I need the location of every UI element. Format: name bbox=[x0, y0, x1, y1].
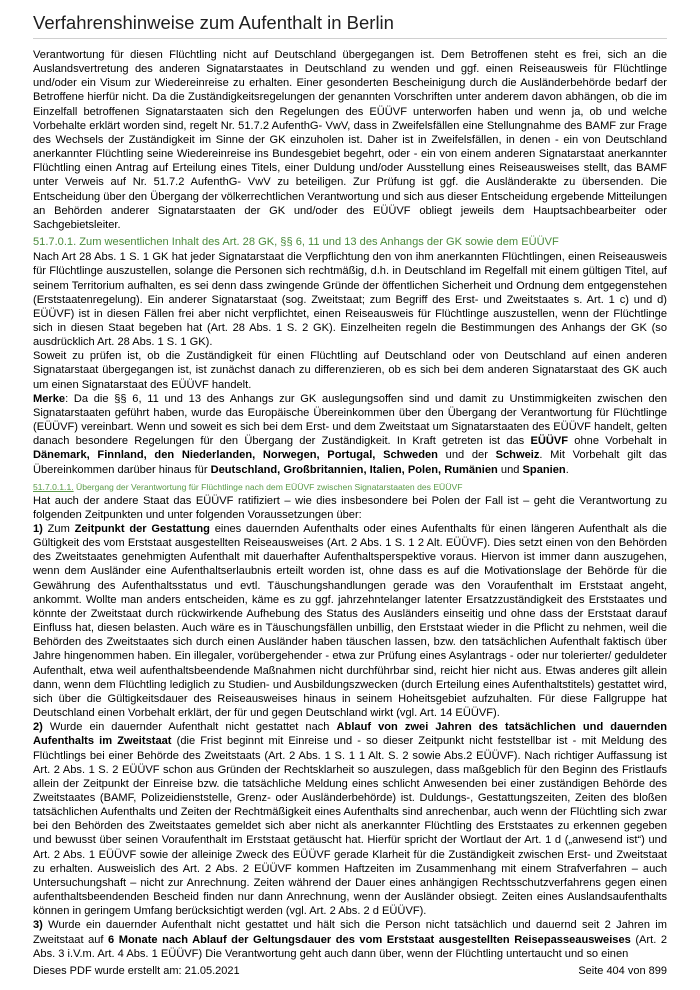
paragraph-merke: Merke: Da die §§ 6, 11 und 13 des Anhangs zur GK auslegungsoffen sind und damit zu Unstimmigkeiten zwischen den Signatarstaaten geführt haben, wurde das Europäische Übereinkommen über den Übergang der Verantwortung für Flüchtlinge (EÜÜVF) vereinbart. Wenn und soweit es sich bei dem Erst- und dem Zweitstaat um Signatarstaaten des EÜÜVF handelt, gelten danach besondere Regelungen für den Übergang der Zuständigkeit. In Kraft getreten ist das EÜÜVF ohne Vorbehalt in Dänemark, Finnland, den Niederlanden, Norwegen, Portugal, Schweden und der Schweiz. Mit Vorbehalt gilt das Übereinkommen darüber hinaus für Deutschland, Großbritannien, Italien, Polen, Rumänien und Spanien. bbox=[33, 392, 667, 476]
paragraph-pruefung: Soweit zu prüfen ist, ob die Zuständigkeit für einen Flüchtling auf Deutschland oder von Deutschland auf einen anderen Signatarstaat übergegangen ist, ist zunächst danach zu differenzieren, ob es sich bei dem anderen Signatarstaat des GK auch um einen Signatarstaat des EÜÜVF handelt. bbox=[33, 350, 667, 391]
footer-page-number: Seite 404 von 899 bbox=[578, 965, 667, 977]
footer-created-date: Dieses PDF wurde erstellt am: 21.05.2021 bbox=[33, 965, 240, 977]
section-number-link[interactable]: 51.7.0.1.1. bbox=[33, 481, 74, 492]
page-title: Verfahrenshinweise zum Aufenthalt in Berlin bbox=[33, 0, 667, 39]
document-body bbox=[33, 48, 667, 961]
list-item-2: 2) Wurde ein dauernder Aufenthalt nicht gestattet nach Ablauf von zwei Jahren des tatsächlichen und dauernden Aufenthalts im Zweitstaat (die Frist beginnt mit Einreise und - so dieser Zeitpunkt nicht feststellbar ist - mit Meldung des Flüchtlings bei einer Behörde des Zweitstaats (Art. 2 Abs. 1 S. 1 1 Alt. S. 2 sowie Abs.2 EÜÜVF). Nach richtiger Auffassung ist Art. 2 Abs. 1 S. 2 EÜÜVF schon aus Gründen der Rechtsklarheit so auszulegen, dass maßgeblich für den Beginn des Fristlaufs allein der Zeitpunkt der Einreise bzw. die tatsächliche Meldung eines schlicht Anwesenden bei einer zuständigen Behörde des Zweitstaates (BAMF, Polizeidienststelle, Grenz- oder Ausländerbehörde) ist. Duldungs-, Gestattungszeiten, Zeiten des bloßen tatsächlichen Aufenthalts und Zeiten der Rechtmäßigkeit eines Aufenthalts sind anrechenbar, auch wenn der Flüchtling sich zwar bei den Behörden des Zweitstaates gemeldet sich aber nicht als anerkannter Flüchtling des Erststaates zu erkennen gegeben und bewusst über seinen Voraufenthalt im Erststaat getäuscht hat. Hierfür spricht der Wortlaut der Art. 1 d („anwesend ist“) und Art. 2 Abs. 1 EÜÜVF sowie der alleinige Zweck des EÜÜVF gerade Klarheit für die Zuständigkeit zwischen Erst- und Zweitstaat zu erhalten. Ausweislich des Art. 2 Abs. 2 EÜÜVF kommen Haftzeiten im Zusammenhang mit einem Strafverfahren – auch Untersuchungshaft – nicht zur Anrechnung. Zeiten während der Dauer eines anhängigen Rechtsschutzverfahrens gegen einen aufenthaltsbeendenden Bescheid finden nur dann Anrechnung, wenn der Ausländer obsiegt. Zeiten eines Auslandsaufenthalts können in geringem Umfang berücksichtigt werden (vgl. Art. 2 Abs. 2 d EÜÜVF). bbox=[33, 721, 667, 918]
merke-label: Merke bbox=[33, 392, 66, 405]
section-heading-51-7-0-1-1: 51.7.0.1.1. Übergang der Verantwortung für Flüchtlinge nach dem EÜÜVF zwischen Signatarstaaten des EÜÜVF bbox=[33, 481, 463, 492]
paragraph-euevf-uebergang: Hat auch der andere Staat das EÜÜVF ratifiziert – wie dies insbesondere bei Polen der Fall ist – geht die Verantwortung zu folgenden Zeitpunkten und unter folgenden Voraussetzungen über: bbox=[33, 494, 667, 521]
paragraph-intro: Verantwortung für diesen Flüchtling nicht auf Deutschland übergegangen ist. Dem Betroffenen steht es frei, sich an die Auslandsvertretung des anderen Signatarstaates in Deutschland zu wenden und ggf. einen Reiseausweis für Flüchtlinge und/oder ein Visum zur Wiedereinreise zu erhalten. Einer gesonderten Bescheinigung durch die Ausländerbehörde bedarf der Betroffene hierfür nicht. Da die Zuständigkeitsregelungen der genannten Vorschriften unter anderem davon abhängen, ob die im Einzelfall betroffenen Signatarstaaten sich den Regelungen des EÜÜVF unterworfen haben und wenn ja, ob und welche Vorbehalte erklärt worden sind, regelt Nr. 51.7.2 AufenthG- VwV, dass in Zweifelsfällen eine Stellungnahme des BAMF zur Frage des Wechsels der Zuständigkeit im Sinne der GK einzuholen ist. Daher ist in Zweifelsfällen, in denen - ein von Deutschland anerkannter Flüchtling seine Wiedereinreise ins Bundesgebiet begehrt, oder - ein von einem anderen Signatarstaat anerkannter Flüchtling einen Antrag auf Erteilung eines Titels, einer Duldung und/oder Ausstellung eines Reiseausweises stellt, das BAMF unter Verweis auf Nr. 51.7.2 AufenthG- VwV zu beteiligen. Zur Prüfung ist ggf. die Ausländerakte zu übersenden. Die Entscheidung über den Übergang der völkerrechtlichen Verantwortung und sich aus dieser Entscheidung ergebende Mitteilungen an Behörden anderer Signatarstaaten der GK und/oder des EÜÜVF obliegt jeweils dem Hauptsachbearbeiter oder Sachgebietsleiter. bbox=[33, 49, 667, 231]
section-heading-51-7-0-1: 51.7.0.1. Zum wesentlichen Inhalt des Art. 28 GK, §§ 6, 11 und 13 des Anhangs der GK sowie dem EÜÜVF bbox=[33, 236, 559, 249]
document-page bbox=[33, 0, 667, 961]
list-item-3: 3) Wurde ein dauernder Aufenthalt nicht gestattet und hält sich die Person nicht tatsächlich und dauernd seit 2 Jahren im Zweitstaat auf 6 Monate nach Ablauf der Geltungsdauer des vom Erststaat ausgestellten Reisepasseausweises (Art. 2 Abs. 3 i.V.m. Art. 4 Abs. 1 EÜÜVF) Die Verantwortung geht auch dann über, wenn der Flüchtling untertaucht und so einen bbox=[33, 919, 667, 960]
page-footer bbox=[33, 965, 667, 978]
paragraph-art28: Nach Art 28 Abs. 1 S. 1 GK hat jeder Signatarstaat die Verpflichtung den von ihm anerkannten Flüchtlingen, einen Reiseausweis für Flüchtlinge auszustellen, solange die Personen sich rechtmäßig, d.h. in Deutschland im Regelfall mit einem gültigen Titel, auf seinem Territorium aufhalten, es sei denn dass zwingende Gründe der öffentlichen Sicherheit und Ordnung dem entgegenstehen (Erststaatenregelung). Ein anderer Signatarstaat (sog. Zweitstaat; zum Begriff des Erst- und Zweitstaates s. Art. 1 c) und d) EÜÜVF) ist in diesen Fällen frei aber nicht verpflichtet, einen Reiseausweis für Flüchtlinge auszustellen, wenn der Flüchtlinge sich in diesen Staat begeben hat (Art. 28 Abs. 1 S. 2 GK). Einzelheiten regeln die Bestimmungen des Anhangs der GK (so ausdrücklich Art. 28 Abs. 1 S. 1 GK). bbox=[33, 251, 667, 349]
list-item-1: 1) Zum Zeitpunkt der Gestattung eines dauernden Aufenthalts oder eines Aufenthalts für einen längeren Aufenthalt als die Gültigkeit des vom Erststaat ausgestellten Reiseausweises (Art. 2 Abs. 1 S. 1 2 Alt. EÜÜVF). Dies setzt einen von den Behörden des Zweitstaates genehmigten Aufenthalt mit dauerhafter Aufenthaltsperspektive voraus. Hiervon ist immer dann auszugehen, wenn dem Ausländer eine Aufenthaltserlaubnis erteilt worden ist, ohne dass es auf die Motivationslage der Behörde für die Gewährung des Aufenthaltsstatus und evtl. Täuschungshandlungen gerade was den Voraufenthalt im Erststaat angeht, ankommt. Wollte man anders entscheiden, käme es zu ggf. jahrzehntelanger latenter Ersatzzuständigkeit des Erststaates und könnte der Zweitstaat durch rückwirkende Aufhebung des Status des Ausländers einseitig und ohne dass der Erststaat darauf Einfluss hat, diesen belasten. Auch wäre es in Täuschungsfällen unbillig, den Erststaat wieder in die Pflicht zu nehmen, weil die Behörden des Zweitstaates sich durch einen Ausländer haben täuschen lassen, bzw. den tatsächlichen Aufenthalt faktisch über Jahre hingenommen haben. Ein illegaler, vorübergehender - etwa zur Prüfung eines Asylantrags - oder nur tolerierter/ geduldeter Aufenthalt, etwa weil aufenthaltsbeendende Maßnahmen nicht durchführbar sind, reicht hier nicht aus. Etwas anderes gilt allein dann, wenn dem Flüchtling lediglich zu Studien- und Ausbildungszwecken (durch Erteilung eines Aufenthaltstitels) gestattet wird, sich über die Gültigkeitsdauer des Reiseausweises hinaus in seinem Hoheitsgebiet aufzuhalten. Für diese Fallgruppe hat Deutschland einen Vorbehalt erklärt, der für und gegen Deutschland wirkt (vgl. Art. 14 EÜÜVF). bbox=[33, 523, 667, 720]
